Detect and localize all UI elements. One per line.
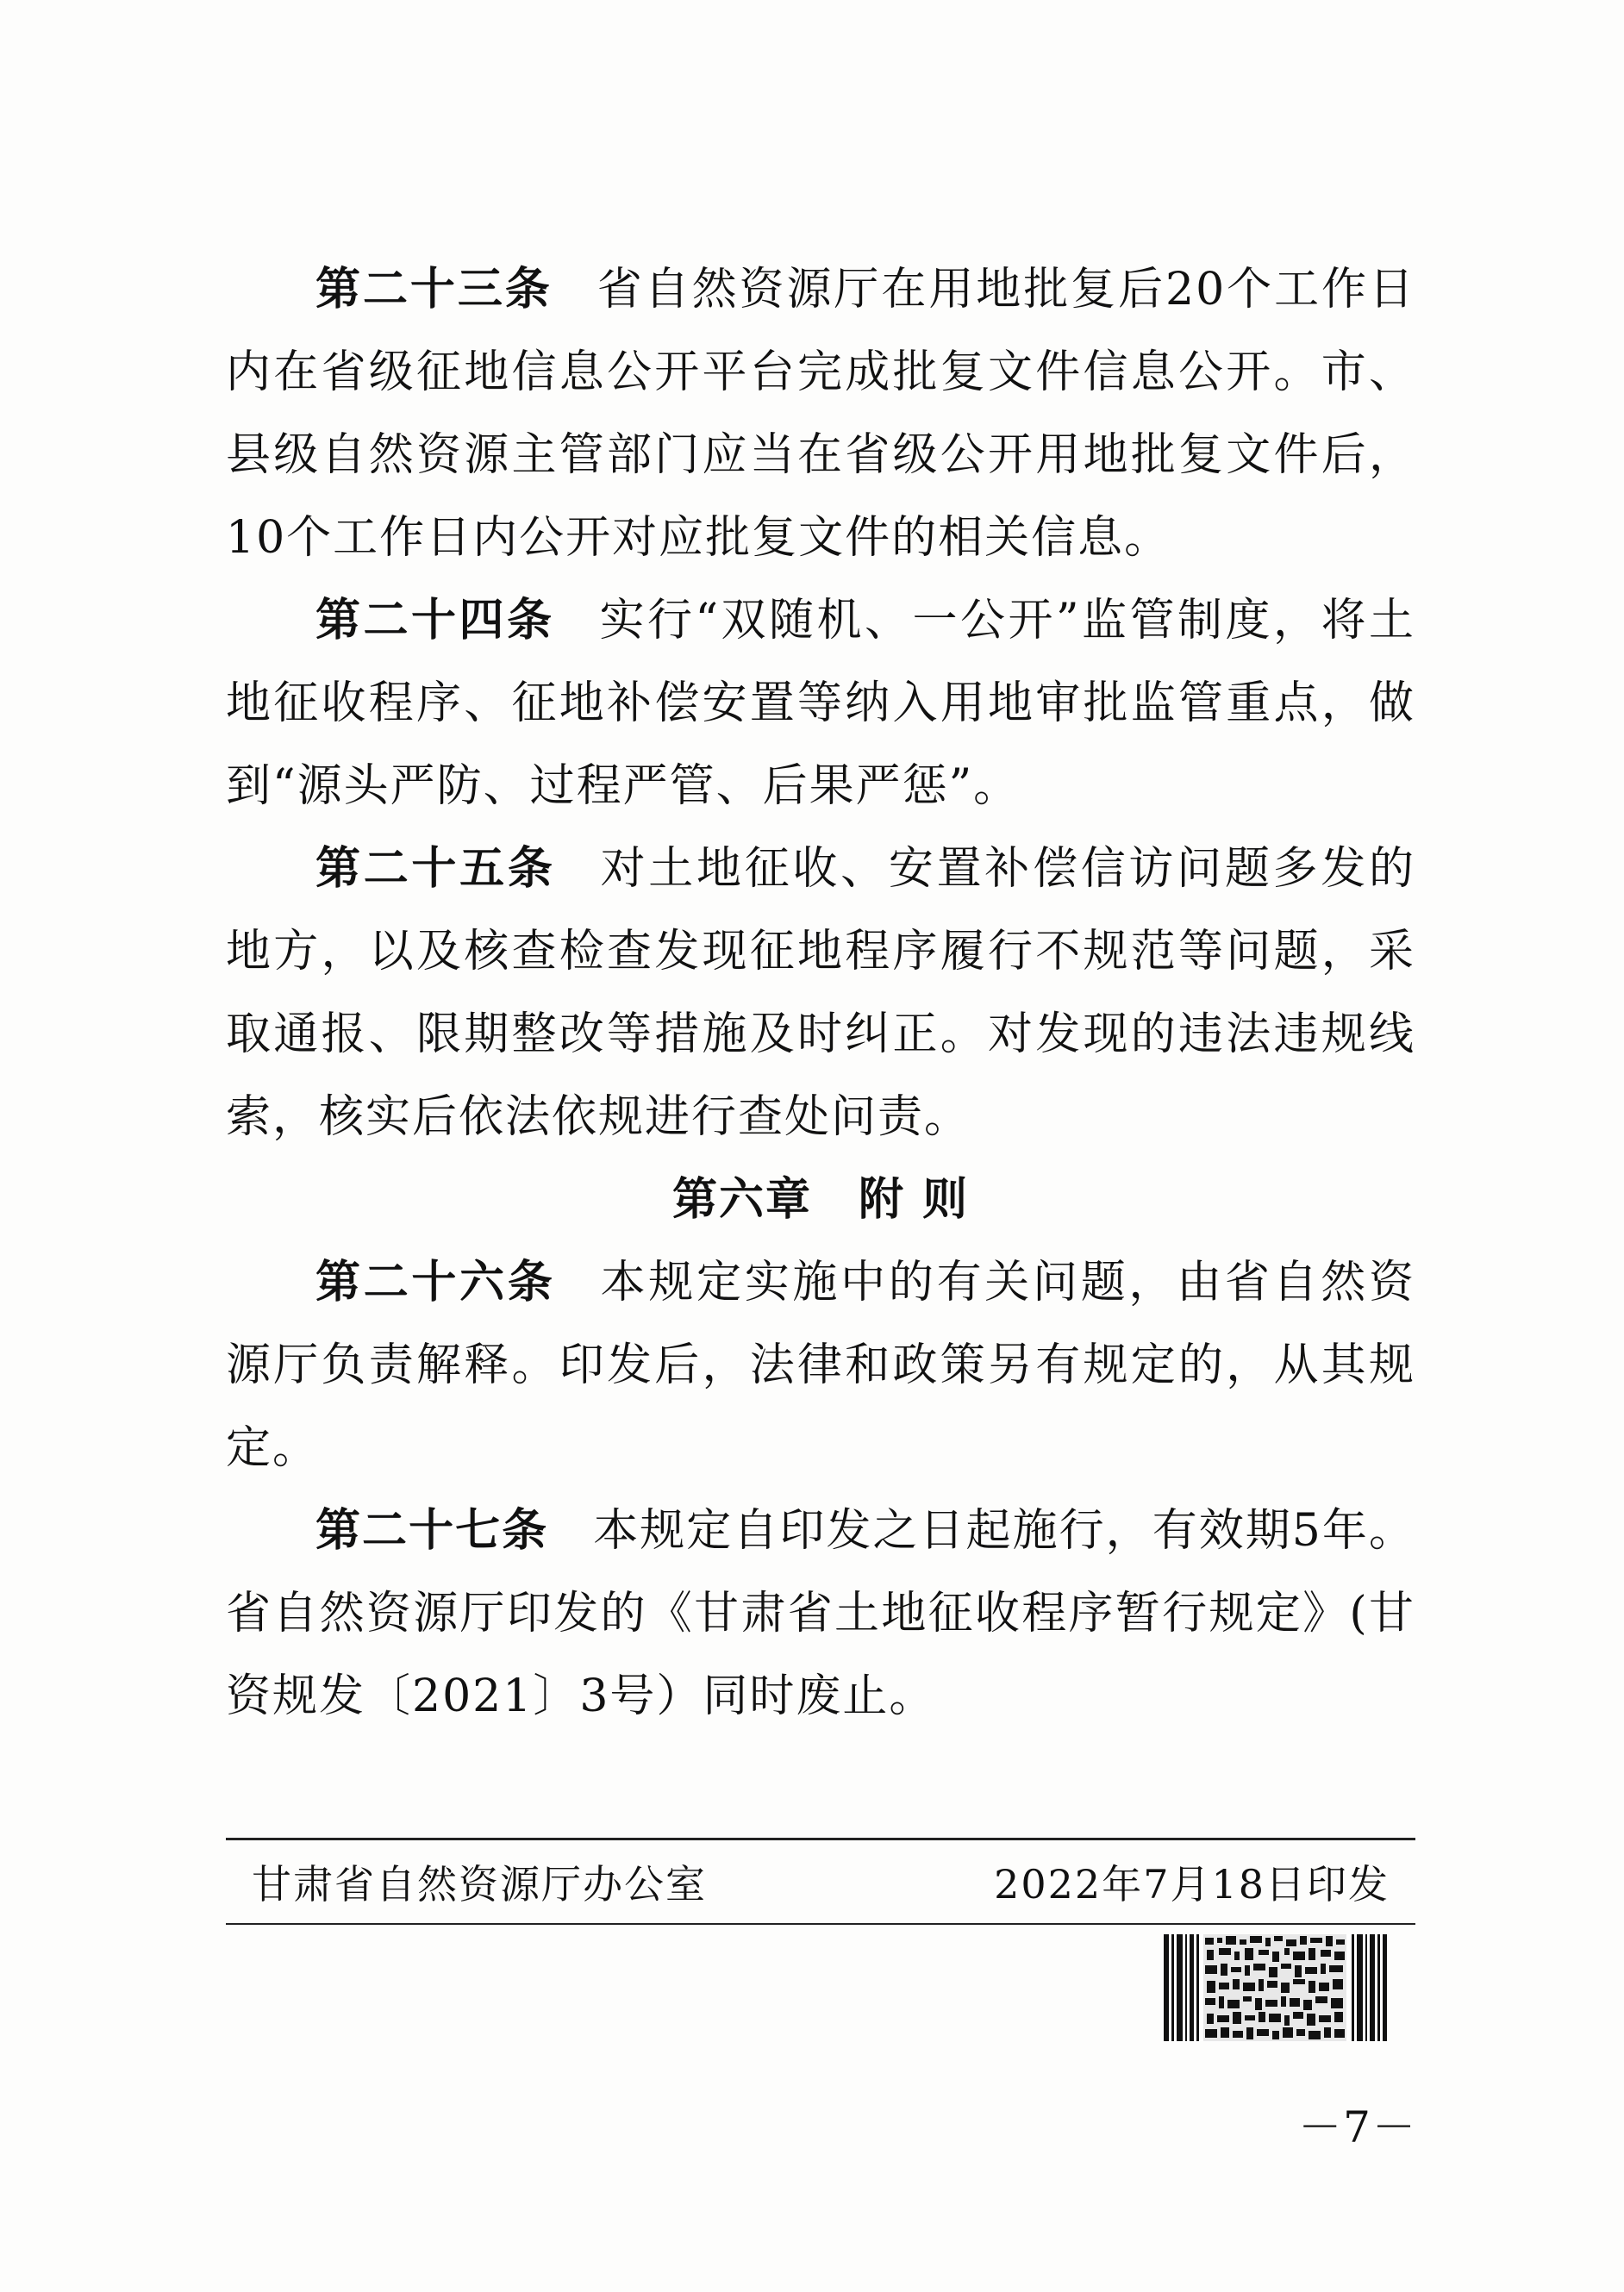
footer-row (226, 1840, 1415, 1923)
article-heading: 第二十五条 (315, 843, 556, 895)
article-text: 实行“双随机、一公开”监管制度，将土地征收程序、征地补偿安置等纳入用地审批监管重点，做到“源头严防、过程严管、后果严惩”。 (226, 595, 1415, 812)
article-heading: 第二十七条 (315, 1505, 549, 1557)
article-27 (226, 1489, 1415, 1738)
article-text: 对土地征收、安置补偿信访问题多发的地方，以及核查检查发现征地程序履行不规范等问题，采取通报、限期整改等措施及时纠正。对发现的违法违规线索，核实后依法依规进行查处问责。 (226, 843, 1415, 1143)
article-heading: 第二十四条 (315, 595, 555, 646)
article-26 (226, 1241, 1415, 1489)
barcode-icon (1162, 1934, 1388, 2041)
document-body (226, 248, 1415, 1738)
issuance-footer (226, 1838, 1415, 1925)
article-heading: 第二十六条 (315, 1257, 556, 1308)
footer-bottom-rule (226, 1923, 1415, 1925)
article-text: 本规定实施中的有关问题，由省自然资源厅负责解释。印发后，法律和政策另有规定的，从其规定。 (226, 1257, 1415, 1474)
article-text: 省自然资源厅在用地批复后20个工作日内在省级征地信息公开平台完成批复文件信息公开。市、县级自然资源主管部门应当在省级公开用地批复文件后，10个工作日内公开对应批复文件的相关信息。 (226, 264, 1415, 564)
chapter-title: 第六章 附 则 (671, 1174, 970, 1226)
page-number: －7－ (1298, 2102, 1417, 2152)
article-heading: 第二十三条 (315, 264, 553, 315)
article-25 (226, 827, 1415, 1158)
issue-date: 2022年7月18日印发 (994, 1861, 1390, 1908)
article-text: 本规定自印发之日起施行，有效期5年。省自然资源厅印发的《甘肃省土地征收程序暂行规定》(甘资规发〔2021〕3号）同时废止。 (226, 1505, 1415, 1722)
issuer-name: 甘肃省自然资源厅办公室 (252, 1861, 707, 1908)
article-24 (226, 579, 1415, 827)
article-23 (226, 248, 1415, 579)
